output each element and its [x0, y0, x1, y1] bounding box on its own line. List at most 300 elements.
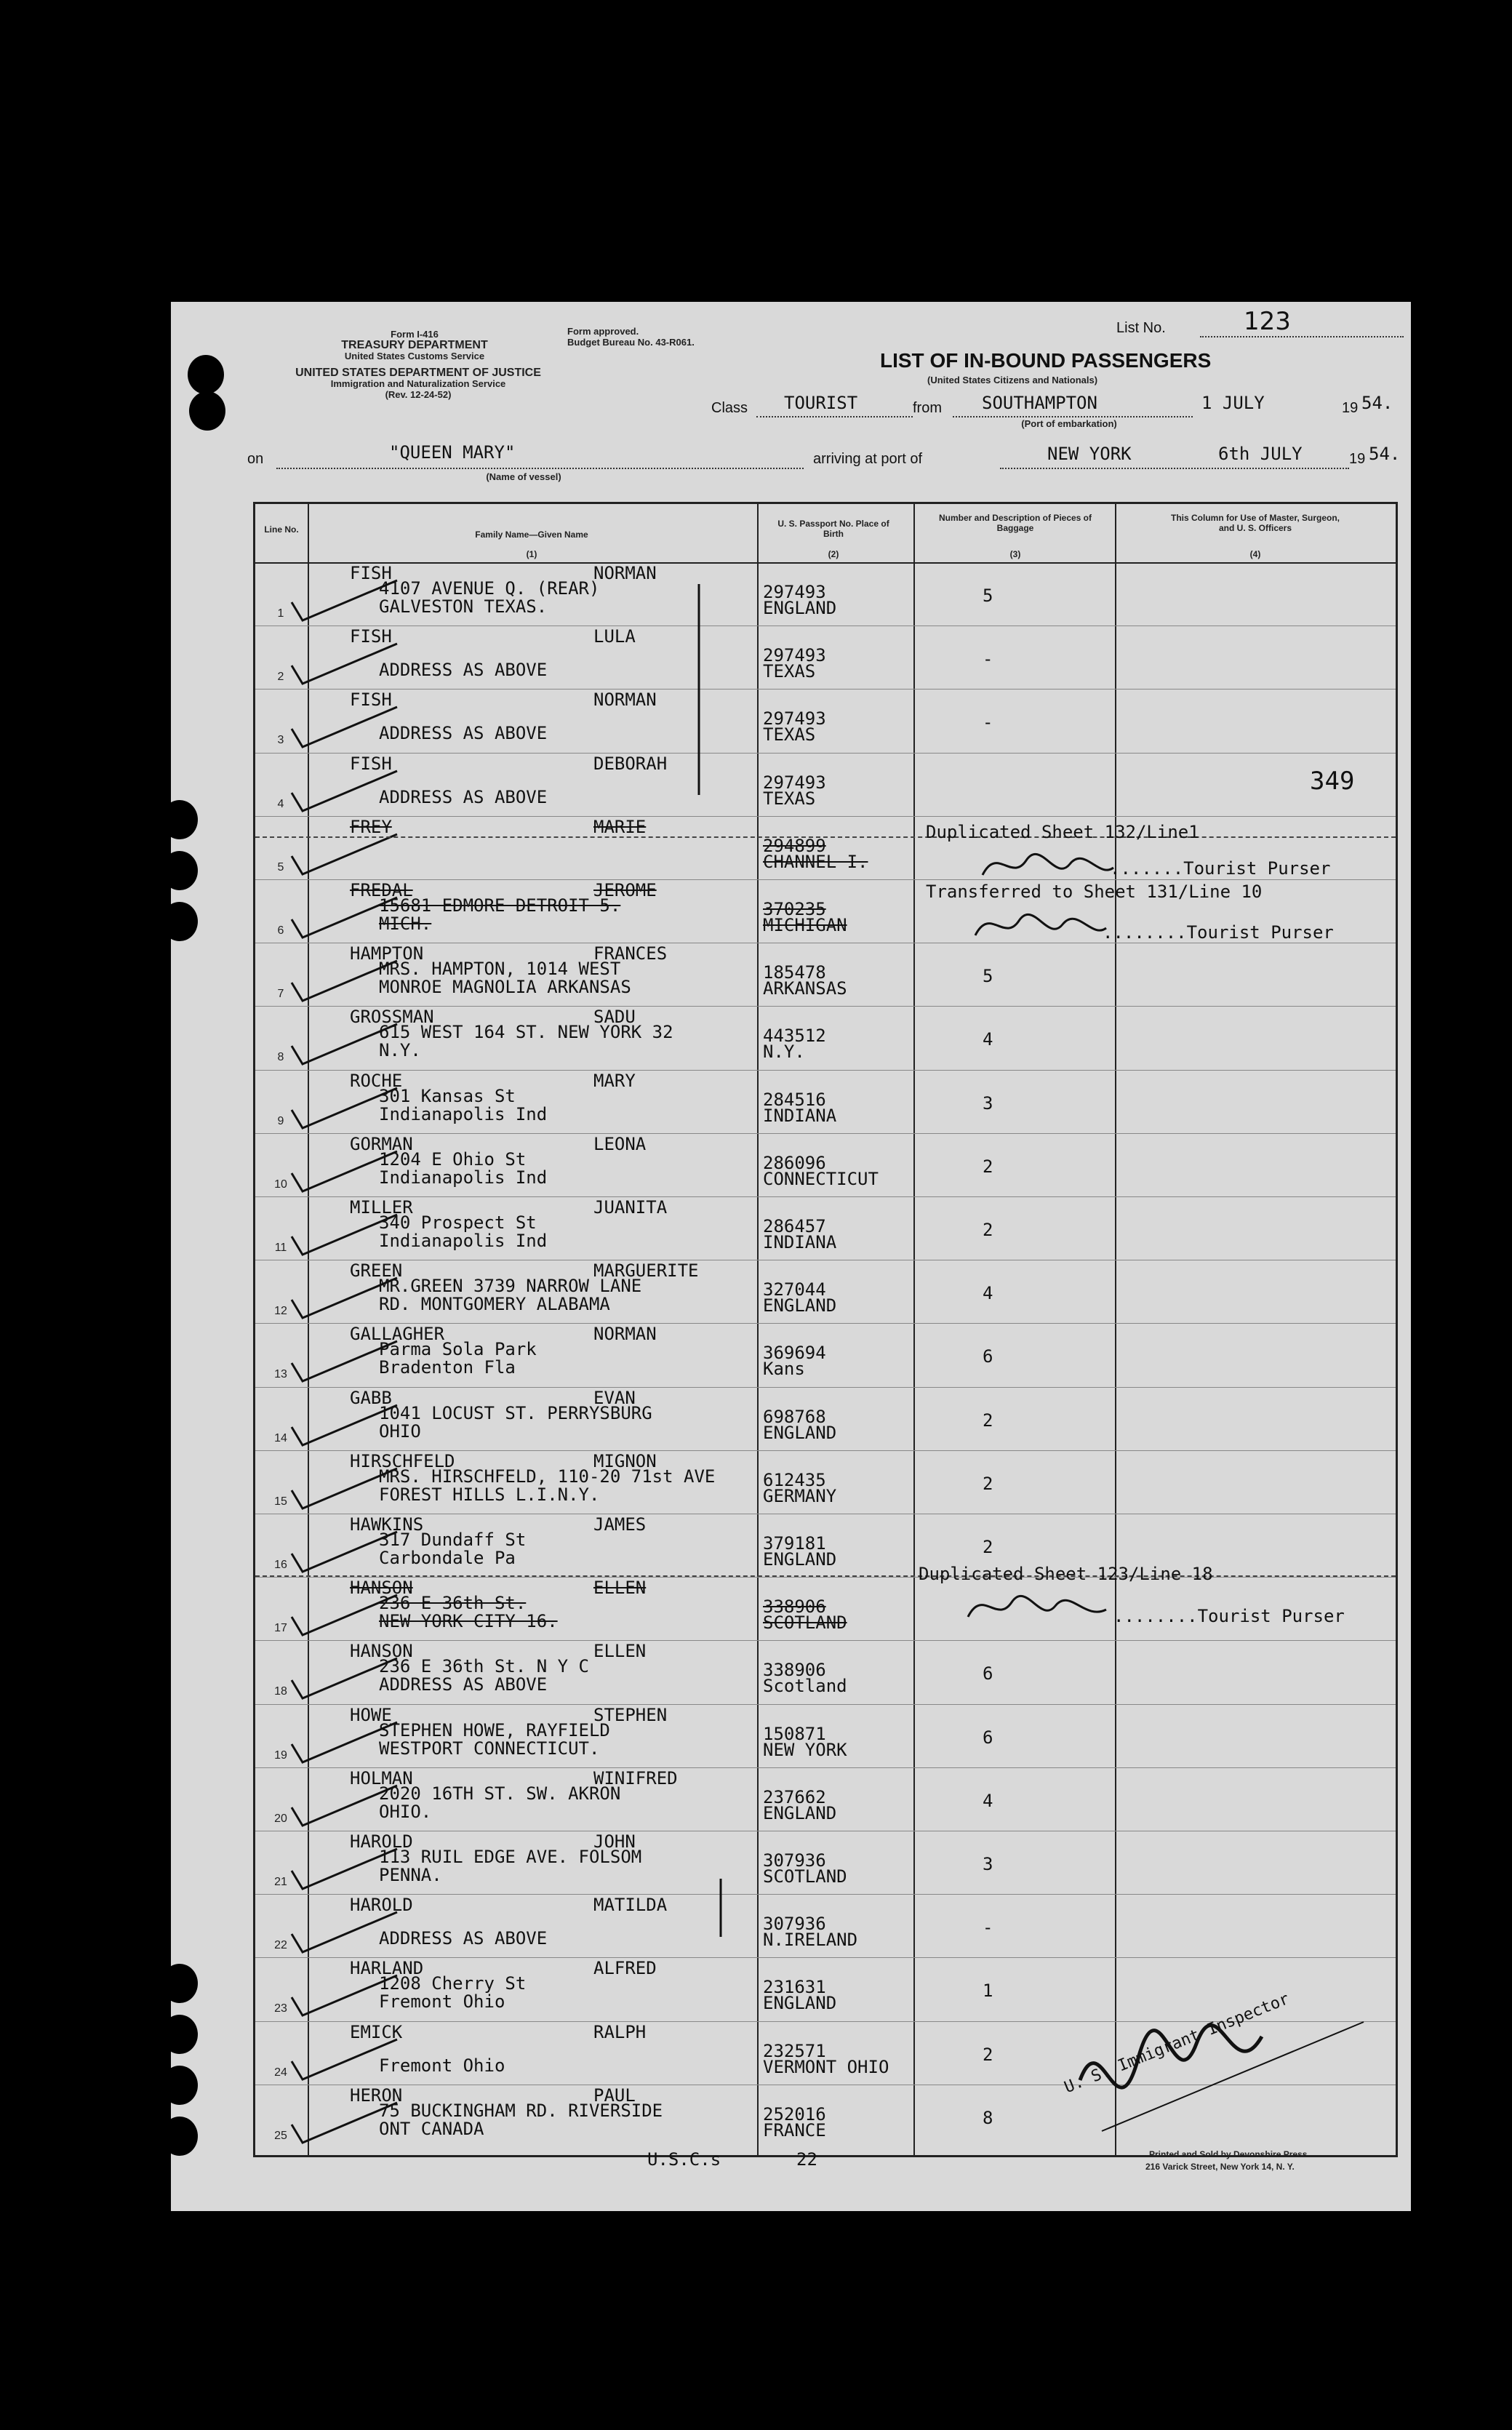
given-name: JEROME — [593, 880, 657, 900]
row-divider — [255, 1957, 1396, 1958]
line-number: 11 — [274, 1242, 287, 1254]
place-of-birth: FRANCE — [763, 2119, 826, 2141]
address-line-1: 15681 EDMORE DETROIT 5. — [379, 895, 621, 916]
line-number: 4 — [277, 797, 284, 810]
approval-note — [567, 326, 764, 348]
passenger-table — [253, 502, 1398, 2157]
ins-service: Immigration and Naturalization Service — [330, 378, 506, 389]
row-divider — [255, 1070, 1396, 1071]
baggage-count: - — [983, 1917, 993, 1938]
punch-hole — [161, 2117, 198, 2156]
address-line-2: ADDRESS AS ABOVE — [379, 1928, 548, 1949]
purser-signature — [968, 903, 1113, 954]
punch-hole — [161, 2066, 198, 2105]
budget-bureau: Budget Bureau No. 43-R061. — [567, 337, 695, 348]
passport-number: 338906 — [763, 1660, 826, 1681]
address-line-2: Indianapolis Ind — [379, 1103, 548, 1124]
header-divider — [255, 562, 1396, 564]
address-line-1: 113 RUIL EDGE AVE. FOLSOM — [379, 1847, 642, 1867]
line-number: 16 — [274, 1559, 287, 1571]
place-of-birth: MICHIGAN — [763, 915, 847, 935]
address-line-2: Bradenton Fla — [379, 1357, 516, 1378]
given-name: ALFRED — [593, 1958, 657, 1979]
customs-service: United States Customs Service — [344, 351, 485, 361]
passport-number: 150871 — [763, 1723, 826, 1744]
baggage-count: 2 — [983, 1220, 993, 1240]
check-mark — [288, 1782, 404, 1833]
passport-number: 232571 — [763, 2040, 826, 2061]
printer-line-1: Printed and Sold by Devonshire Press — [1149, 2149, 1308, 2159]
line-number: 1 — [277, 607, 284, 620]
port-embark-label: (Port of embarkation) — [1021, 418, 1117, 429]
check-mark — [288, 577, 404, 628]
address-line-2: ONT CANADA — [379, 2118, 484, 2139]
check-mark — [288, 1465, 404, 1516]
row-divider — [255, 879, 1396, 880]
col-header-officers-num: (4) — [1249, 549, 1261, 559]
passport-number: 307936 — [763, 1850, 826, 1871]
baggage-count: 4 — [983, 1283, 993, 1304]
place-of-birth: TEXAS — [763, 661, 816, 682]
place-of-birth: CONNECTICUT — [763, 1168, 879, 1189]
passport-number: 231631 — [763, 1977, 826, 1998]
passport-number: 370235 — [763, 899, 826, 919]
family-name: ROCHE — [350, 1070, 403, 1091]
note-duplicated-2: Duplicated Sheet 123/Line 18 — [919, 1564, 1213, 1584]
row-divider — [255, 1196, 1396, 1197]
check-mark — [288, 1084, 404, 1135]
address-line-1: MRS. HAMPTON, 1014 WEST — [379, 959, 621, 980]
address-line-2: FOREST HILLS L.I.N.Y. — [379, 1484, 600, 1505]
year-prefix: 19 — [1342, 400, 1359, 416]
address-line-2: Indianapolis Ind — [379, 1231, 548, 1251]
given-name: LULA — [593, 626, 636, 647]
place-of-birth: NEW YORK — [763, 1739, 847, 1760]
check-mark — [288, 1591, 404, 1642]
family-name: FISH — [350, 690, 392, 711]
place-of-birth: SCOTLAND — [763, 1866, 847, 1887]
treasury-dept: TREASURY DEPARTMENT — [341, 339, 488, 351]
family-name: FREY — [350, 816, 392, 837]
line-number: 7 — [277, 988, 284, 1001]
address-line-1: 236 E 36th St. N Y C — [379, 1656, 589, 1677]
check-mark — [288, 1148, 404, 1199]
address-line-2: N.Y. — [379, 1040, 421, 1061]
passport-number: 286096 — [763, 1152, 826, 1173]
check-mark — [288, 1338, 404, 1388]
passport-number: 338906 — [763, 1596, 826, 1618]
given-name: MARIE — [593, 816, 647, 837]
baggage-count: 3 — [983, 1092, 993, 1114]
baggage-count: - — [983, 649, 993, 670]
family-name: HAROLD — [350, 1831, 413, 1852]
arrival-port: NEW YORK — [1047, 444, 1132, 464]
baggage-count: 2 — [983, 1410, 993, 1431]
given-name: EVAN — [593, 1387, 636, 1408]
address-line-2: ADDRESS AS ABOVE — [379, 1674, 548, 1695]
revision: (Rev. 12-24-52) — [385, 389, 452, 400]
family-name: HANSON — [350, 1578, 413, 1599]
punch-hole — [161, 851, 198, 890]
baggage-count: 2 — [983, 2044, 993, 2065]
class-underline — [756, 416, 913, 417]
address-line-2: WESTPORT CONNECTICUT. — [379, 1738, 600, 1759]
passport-number: 327044 — [763, 1279, 826, 1300]
passport-number: 185478 — [763, 962, 826, 983]
line-number: 10 — [274, 1178, 287, 1191]
from-underline — [953, 416, 1193, 417]
address-line-2: Carbondale Pa — [379, 1548, 516, 1568]
arrival-date: 6th JULY — [1218, 444, 1303, 464]
line-number: 23 — [274, 2002, 287, 2015]
row-divider — [255, 1894, 1396, 1895]
family-name: HAROLD — [350, 1895, 413, 1916]
page-subtitle: (United States Citizens and Nationals) — [927, 375, 1098, 385]
passport-number: 284516 — [763, 1089, 826, 1110]
address-line-1: 4107 AVENUE Q. (REAR) — [379, 578, 600, 599]
passport-number: 297493 — [763, 708, 826, 730]
cancel-dash — [255, 836, 1396, 838]
place-of-birth: ENGLAND — [763, 1549, 837, 1570]
given-name: DEBORAH — [593, 753, 668, 774]
place-of-birth: ARKANSAS — [763, 978, 847, 999]
passport-number: 286457 — [763, 1216, 826, 1236]
address-line-1: STEPHEN HOWE, RAYFIELD — [379, 1719, 610, 1740]
address-line-1: 2020 16TH ST. SW. AKRON — [379, 1783, 621, 1804]
punch-hole — [161, 800, 198, 839]
place-of-birth: INDIANA — [763, 1105, 837, 1126]
bracket-mark — [692, 584, 706, 802]
check-mark — [288, 1274, 404, 1325]
address-line-2: ADDRESS AS ABOVE — [379, 786, 548, 807]
col-header-name: Family Name—Given Name — [475, 529, 588, 540]
place-of-birth: N.Y. — [763, 1042, 805, 1063]
passport-number: 369694 — [763, 1343, 826, 1364]
given-name: MARGUERITE — [593, 1260, 699, 1282]
baggage-count: 6 — [983, 1727, 993, 1748]
baggage-count: 2 — [983, 1473, 993, 1494]
family-name: HARLAND — [350, 1958, 424, 1979]
check-mark — [288, 1972, 404, 2023]
check-mark — [288, 1020, 404, 1071]
baggage-count: 5 — [983, 966, 993, 987]
place-of-birth: ENGLAND — [763, 1295, 837, 1316]
passport-number: 612435 — [763, 1469, 826, 1490]
place-of-birth: GERMANY — [763, 1485, 837, 1506]
vessel-name: "QUEEN MARY" — [389, 442, 516, 463]
check-mark — [288, 894, 404, 945]
place-of-birth: ENGLAND — [763, 598, 837, 618]
col-header-passport-num: (2) — [828, 549, 839, 559]
passport-number: 307936 — [763, 1914, 826, 1935]
family-name: HIRSCHFELD — [350, 1450, 455, 1471]
arrive-year-prefix: 19 — [1349, 451, 1366, 467]
address-line-1: 236 E 36th St. — [379, 1593, 527, 1614]
baggage-count: 6 — [983, 1346, 993, 1367]
row-divider — [255, 1640, 1396, 1641]
place-of-birth: VERMONT OHIO — [763, 2056, 889, 2077]
punch-hole — [161, 902, 198, 941]
line-number: 21 — [274, 1876, 287, 1888]
check-mark — [288, 957, 404, 1008]
purser-signature — [975, 839, 1121, 897]
baggage-count: - — [983, 712, 993, 733]
family-name: GROSSMAN — [350, 1007, 434, 1028]
line-number: 3 — [277, 734, 284, 747]
check-mark — [288, 1655, 404, 1706]
col-header-name-num: (1) — [526, 549, 537, 559]
printer-line-2: 216 Varick Street, New York 14, N. Y. — [1145, 2162, 1295, 2172]
given-name: SADU — [593, 1007, 636, 1028]
list-number: 123 — [1244, 307, 1291, 336]
place-of-birth: INDIANA — [763, 1232, 837, 1252]
address-line-1: MR.GREEN 3739 NARROW LANE — [379, 1276, 642, 1297]
punch-hole — [188, 355, 224, 394]
given-name: NORMAN — [593, 563, 657, 583]
passport-number: 294899 — [763, 835, 826, 856]
line-number: 8 — [277, 1051, 284, 1064]
line-number: 25 — [274, 2129, 287, 2142]
note-transferred: Transferred to Sheet 131/Line 10 — [926, 882, 1263, 902]
check-mark — [288, 831, 404, 882]
given-name: JUANITA — [593, 1197, 668, 1218]
row-divider — [255, 1704, 1396, 1705]
row-divider — [255, 689, 1396, 690]
line-number: 6 — [277, 924, 284, 937]
baggage-count: 5 — [983, 585, 993, 606]
family-name: FISH — [350, 626, 392, 647]
uscs-label: U.S.C.s — [647, 2149, 721, 2170]
stamp-number: 349 — [1310, 767, 1355, 796]
passport-number: 443512 — [763, 1026, 826, 1047]
passport-number: 379181 — [763, 1533, 826, 1554]
baggage-count: 1 — [983, 1981, 993, 2002]
place-of-birth: SCOTLAND — [763, 1612, 847, 1634]
address-line-2: OHIO — [379, 1420, 421, 1442]
address-line-1: 340 Prospect St — [379, 1212, 537, 1233]
baggage-count: 4 — [983, 1790, 993, 1811]
address-line-1: 75 BUCKINGHAM RD. RIVERSIDE — [379, 2100, 663, 2121]
on-label: on — [247, 451, 264, 467]
address-line-2: PENNA. — [379, 1865, 442, 1885]
given-name: FRANCES — [593, 943, 668, 964]
inspector-label: U. S. Immigrant Inspector — [1062, 1989, 1292, 2098]
given-name: ELLEN — [593, 1641, 647, 1662]
family-name: FISH — [350, 753, 392, 774]
check-mark — [288, 1211, 404, 1262]
line-number: 12 — [274, 1305, 287, 1318]
col-divider — [757, 504, 759, 2155]
check-mark — [288, 1909, 404, 1959]
family-name: GABB — [350, 1387, 392, 1408]
address-line-2: Fremont Ohio — [379, 1991, 505, 2013]
check-mark — [288, 1528, 404, 1579]
line-number: 15 — [274, 1495, 287, 1508]
vessel-underline — [276, 468, 804, 469]
given-name: MIGNON — [593, 1450, 657, 1471]
address-line-1: Parma Sola Park — [379, 1339, 537, 1360]
place-of-birth: Scotland — [763, 1676, 847, 1697]
line-number: 19 — [274, 1748, 287, 1762]
class-value: TOURIST — [784, 393, 858, 413]
given-name: MARY — [593, 1070, 636, 1091]
family-name: FREDAL — [350, 880, 413, 900]
purser-signature — [961, 1584, 1113, 1635]
family-name: HAMPTON — [350, 943, 424, 964]
passport-number: 297493 — [763, 772, 826, 793]
family-name: GORMAN — [350, 1133, 413, 1154]
family-name: FISH — [350, 563, 392, 583]
row-divider — [255, 1577, 1396, 1578]
col-header-baggage: Number and Description of Pieces of Baggage — [938, 513, 1092, 533]
cancel-dash — [255, 1575, 1396, 1577]
place-of-birth: TEXAS — [763, 788, 816, 809]
baggage-count: 2 — [983, 1156, 993, 1177]
given-name: NORMAN — [593, 1324, 657, 1345]
given-name: PAUL — [593, 2085, 636, 2106]
address-line-1: 1208 Cherry St — [379, 1973, 527, 1994]
justice-header — [247, 367, 589, 400]
check-mark — [288, 703, 404, 754]
baggage-count: 3 — [983, 1854, 993, 1874]
vessel-label: (Name of vessel) — [486, 471, 561, 482]
passport-number: 297493 — [763, 582, 826, 602]
row-divider — [255, 1767, 1396, 1768]
line-number: 24 — [274, 2066, 287, 2079]
col-divider — [913, 504, 915, 2155]
check-mark — [288, 1402, 404, 1452]
passport-number: 252016 — [763, 2103, 826, 2125]
address-line-2: MICH. — [379, 914, 432, 934]
list-underline — [1200, 336, 1404, 337]
year-suffix: 54. — [1361, 393, 1393, 413]
row-divider — [255, 753, 1396, 754]
passport-number: 297493 — [763, 645, 826, 666]
col-header-passport: U. S. Passport No. Place of Birth — [777, 519, 889, 539]
line-number: 18 — [274, 1685, 287, 1698]
punch-hole — [161, 1964, 198, 2003]
address-line-2: ADDRESS AS ABOVE — [379, 660, 548, 681]
address-line-1: 1041 LOCUST ST. PERRYSBURG — [379, 1402, 652, 1423]
line-number: 17 — [274, 1622, 287, 1635]
col-header-line: Line No. — [264, 524, 299, 535]
place-of-birth: TEXAS — [763, 724, 816, 746]
line-number: 14 — [274, 1431, 287, 1444]
line-number: 13 — [274, 1368, 287, 1381]
row-divider — [255, 1387, 1396, 1388]
note-purser-1: .......Tourist Purser — [1110, 858, 1331, 879]
check-mark — [288, 767, 404, 818]
passport-number: 698768 — [763, 1406, 826, 1427]
given-name: LEONA — [593, 1133, 647, 1154]
note-duplicated-1: Duplicated Sheet 132/Line1 — [926, 822, 1199, 842]
given-name: JOHN — [593, 1831, 636, 1852]
address-line-2: RD. MONTGOMERY ALABAMA — [379, 1294, 610, 1315]
punch-hole — [189, 391, 225, 431]
line-number: 5 — [277, 860, 284, 874]
baggage-count: 4 — [983, 1029, 993, 1050]
address-line-2: Indianapolis Ind — [379, 1167, 548, 1188]
col-header-officers: This Column for Use of Master, Surgeon, and U. S. Officers — [1170, 513, 1340, 533]
address-line-2: MONROE MAGNOLIA ARKANSAS — [379, 977, 631, 998]
line-number: 22 — [274, 1939, 287, 1952]
line-number: 2 — [277, 671, 284, 684]
class-label: Class — [711, 400, 748, 416]
family-name: GALLAGHER — [350, 1324, 445, 1345]
row-divider — [255, 816, 1396, 817]
place-of-birth: CHANNEL I. — [763, 851, 868, 872]
place-of-birth: ENGLAND — [763, 1422, 837, 1443]
sail-date: 1 JULY — [1201, 393, 1265, 413]
given-name: JAMES — [593, 1514, 647, 1535]
address-line-2: GALVESTON TEXAS. — [379, 596, 548, 617]
address-line-1: MRS. HIRSCHFELD, 110-20 71st AVE — [379, 1466, 716, 1487]
line-number: 9 — [277, 1114, 284, 1127]
address-line-1: 301 Kansas St — [379, 1085, 516, 1106]
family-name: MILLER — [350, 1197, 413, 1218]
family-name: HANSON — [350, 1641, 413, 1662]
col-header-baggage-num: (3) — [1009, 549, 1021, 559]
form-approved: Form approved. — [567, 326, 639, 337]
place-of-birth: N.IRELAND — [763, 1930, 858, 1951]
col-divider — [1115, 504, 1116, 2155]
given-name: MATILDA — [593, 1895, 668, 1916]
from-label: from — [913, 400, 942, 416]
form-number: Form I-416 — [391, 329, 439, 340]
family-name: GREEN — [350, 1260, 403, 1282]
given-name: WINIFRED — [593, 1767, 678, 1788]
address-line-2: ADDRESS AS ABOVE — [379, 723, 548, 744]
place-of-birth: ENGLAND — [763, 1993, 837, 2014]
note-purser-2: ........Tourist Purser — [1103, 922, 1334, 943]
passport-number: 237662 — [763, 1786, 826, 1807]
baggage-count: 6 — [983, 1663, 993, 1684]
check-mark — [288, 640, 404, 691]
place-of-birth: ENGLAND — [763, 1802, 837, 1823]
family-name: EMICK — [350, 2021, 403, 2042]
page-number: 22 — [796, 2149, 817, 2170]
note-purser-3: ........Tourist Purser — [1113, 1606, 1345, 1626]
given-name: NORMAN — [593, 690, 657, 711]
line-number: 20 — [274, 1812, 287, 1825]
address-line-1: 615 WEST 164 ST. NEW YORK 32 — [379, 1022, 673, 1043]
family-name: HAWKINS — [350, 1514, 424, 1535]
check-mark — [288, 2099, 404, 2150]
list-label: List No. — [1116, 320, 1166, 336]
arriving-label: arriving at port of — [813, 451, 923, 467]
check-mark — [288, 1719, 404, 1770]
bracket-mark — [713, 1879, 728, 1944]
from-value: SOUTHAMPTON — [982, 393, 1097, 413]
given-name: STEPHEN — [593, 1704, 668, 1725]
address-line-1: 317 Dundaff St — [379, 1530, 527, 1550]
given-name: ELLEN — [593, 1578, 647, 1599]
form-header — [305, 329, 524, 361]
justice-dept: UNITED STATES DEPARTMENT OF JUSTICE — [295, 367, 541, 379]
place-of-birth: Kans — [763, 1359, 805, 1380]
address-line-2: OHIO. — [379, 1801, 432, 1822]
baggage-count: 2 — [983, 1537, 993, 1557]
port-underline — [1000, 468, 1349, 469]
family-name: HOWE — [350, 1704, 392, 1725]
arrive-year-suffix: 54. — [1369, 444, 1401, 464]
address-line-1: 1204 E Ohio St — [379, 1148, 527, 1170]
baggage-count: 8 — [983, 2107, 993, 2128]
page-title: LIST OF IN-BOUND PASSENGERS — [880, 349, 1212, 372]
given-name: RALPH — [593, 2021, 647, 2042]
family-name: HERON — [350, 2085, 403, 2106]
punch-hole — [161, 2015, 198, 2054]
